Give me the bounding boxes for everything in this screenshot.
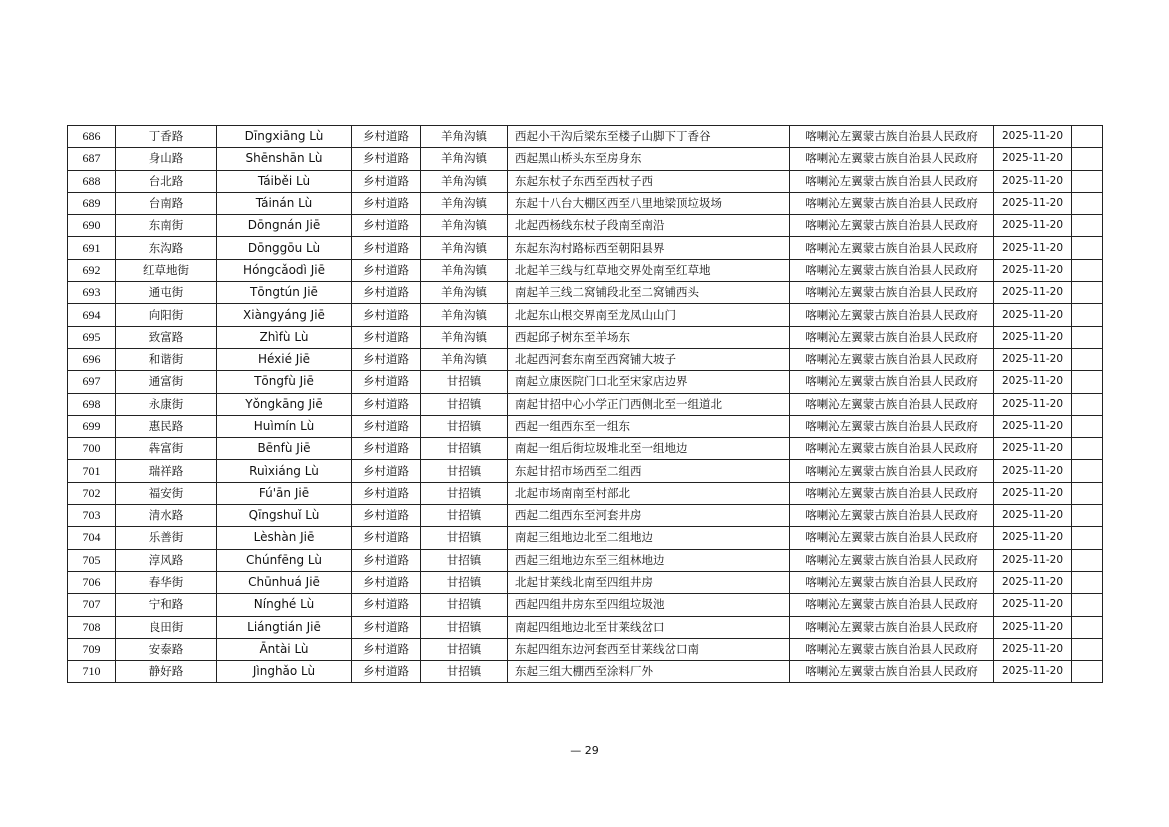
- approval-date: 2025-11-20: [994, 304, 1072, 326]
- road-extent: 西起三组地边东至三组林地边: [508, 549, 790, 571]
- table-row: [68, 571, 1103, 593]
- approving-authority: 喀喇沁左翼蒙古族自治县人民政府: [790, 638, 994, 660]
- row-number: 687: [68, 148, 116, 170]
- town-name: 羊角沟镇: [421, 170, 508, 192]
- road-type: 乡村道路: [352, 259, 421, 281]
- road-pinyin: Nínghé Lù: [217, 594, 352, 616]
- town-name: 羊角沟镇: [421, 282, 508, 304]
- town-name: 羊角沟镇: [421, 215, 508, 237]
- remarks-cell: [1072, 326, 1103, 348]
- remarks-cell: [1072, 505, 1103, 527]
- row-number: 710: [68, 661, 116, 683]
- row-number: 704: [68, 527, 116, 549]
- road-type: 乡村道路: [352, 460, 421, 482]
- approving-authority: 喀喇沁左翼蒙古族自治县人民政府: [790, 482, 994, 504]
- road-pinyin: Tōngtún Jiē: [217, 282, 352, 304]
- road-name: 犇富街: [116, 438, 217, 460]
- approval-date: 2025-11-20: [994, 237, 1072, 259]
- town-name: 甘招镇: [421, 460, 508, 482]
- approval-date: 2025-11-20: [994, 438, 1072, 460]
- town-name: 甘招镇: [421, 371, 508, 393]
- road-pinyin: Hóngcǎodì Jiē: [217, 259, 352, 281]
- approval-date: 2025-11-20: [994, 571, 1072, 593]
- table-row: [68, 616, 1103, 638]
- table-row: [68, 237, 1103, 259]
- table-row: [68, 505, 1103, 527]
- remarks-cell: [1072, 259, 1103, 281]
- road-pinyin: Yǒngkāng Jiē: [217, 393, 352, 415]
- row-number: 702: [68, 482, 116, 504]
- remarks-cell: [1072, 438, 1103, 460]
- road-extent: 西起四组井房东至四组垃圾池: [508, 594, 790, 616]
- road-pinyin: Táinán Lù: [217, 192, 352, 214]
- row-number: 705: [68, 549, 116, 571]
- road-extent: 南起四组地边北至甘莱线岔口: [508, 616, 790, 638]
- approving-authority: 喀喇沁左翼蒙古族自治县人民政府: [790, 326, 994, 348]
- road-extent: 北起市场南南至村部北: [508, 482, 790, 504]
- town-name: 甘招镇: [421, 482, 508, 504]
- remarks-cell: [1072, 282, 1103, 304]
- road-type: 乡村道路: [352, 192, 421, 214]
- approval-date: 2025-11-20: [994, 148, 1072, 170]
- remarks-cell: [1072, 148, 1103, 170]
- approval-date: 2025-11-20: [994, 460, 1072, 482]
- approval-date: 2025-11-20: [994, 661, 1072, 683]
- town-name: 羊角沟镇: [421, 126, 508, 148]
- remarks-cell: [1072, 661, 1103, 683]
- road-pinyin: Fú'ān Jiē: [217, 482, 352, 504]
- row-number: 688: [68, 170, 116, 192]
- table-row: [68, 126, 1103, 148]
- road-extent: 西起一组西东至一组东: [508, 415, 790, 437]
- road-pinyin: Shēnshān Lù: [217, 148, 352, 170]
- row-number: 689: [68, 192, 116, 214]
- road-pinyin: Dīngxiāng Lù: [217, 126, 352, 148]
- road-extent: 西起二组西东至河套井房: [508, 505, 790, 527]
- town-name: 甘招镇: [421, 594, 508, 616]
- approving-authority: 喀喇沁左翼蒙古族自治县人民政府: [790, 460, 994, 482]
- approval-date: 2025-11-20: [994, 259, 1072, 281]
- road-pinyin: Liángtián Jiē: [217, 616, 352, 638]
- road-name: 宁和路: [116, 594, 217, 616]
- town-name: 甘招镇: [421, 505, 508, 527]
- row-number: 703: [68, 505, 116, 527]
- remarks-cell: [1072, 304, 1103, 326]
- road-extent: 东起四组东边河套西至甘莱线岔口南: [508, 638, 790, 660]
- approving-authority: 喀喇沁左翼蒙古族自治县人民政府: [790, 126, 994, 148]
- road-extent: 东起甘招市场西至二组西: [508, 460, 790, 482]
- road-pinyin: Jìnghǎo Lù: [217, 661, 352, 683]
- table-row: [68, 661, 1103, 683]
- town-name: 羊角沟镇: [421, 192, 508, 214]
- road-extent: 西起小干沟后梁东至楼子山脚下丁香谷: [508, 126, 790, 148]
- table-row: [68, 527, 1103, 549]
- road-pinyin: Tōngfù Jiē: [217, 371, 352, 393]
- town-name: 羊角沟镇: [421, 326, 508, 348]
- road-extent: 东起三组大棚西至涂料厂外: [508, 661, 790, 683]
- approving-authority: 喀喇沁左翼蒙古族自治县人民政府: [790, 215, 994, 237]
- road-name: 致富路: [116, 326, 217, 348]
- approving-authority: 喀喇沁左翼蒙古族自治县人民政府: [790, 594, 994, 616]
- approving-authority: 喀喇沁左翼蒙古族自治县人民政府: [790, 393, 994, 415]
- row-number: 701: [68, 460, 116, 482]
- road-extent: 南起三组地边北至二组地边: [508, 527, 790, 549]
- road-type: 乡村道路: [352, 304, 421, 326]
- road-type: 乡村道路: [352, 616, 421, 638]
- table-row: [68, 148, 1103, 170]
- row-number: 700: [68, 438, 116, 460]
- town-name: 甘招镇: [421, 549, 508, 571]
- table-row: [68, 259, 1103, 281]
- road-pinyin: Xiàngyáng Jiē: [217, 304, 352, 326]
- road-name: 通富街: [116, 371, 217, 393]
- remarks-cell: [1072, 527, 1103, 549]
- road-type: 乡村道路: [352, 638, 421, 660]
- approval-date: 2025-11-20: [994, 594, 1072, 616]
- road-extent: 西起邱子树东至羊场东: [508, 326, 790, 348]
- row-number: 693: [68, 282, 116, 304]
- row-number: 691: [68, 237, 116, 259]
- table-row: [68, 348, 1103, 370]
- road-pinyin: Huìmín Lù: [217, 415, 352, 437]
- road-extent: 北起东山根交界南至龙凤山山门: [508, 304, 790, 326]
- road-type: 乡村道路: [352, 326, 421, 348]
- remarks-cell: [1072, 549, 1103, 571]
- approval-date: 2025-11-20: [994, 616, 1072, 638]
- road-pinyin: Āntài Lù: [217, 638, 352, 660]
- row-number: 692: [68, 259, 116, 281]
- road-type: 乡村道路: [352, 505, 421, 527]
- table-row: [68, 170, 1103, 192]
- remarks-cell: [1072, 616, 1103, 638]
- road-name: 瑞祥路: [116, 460, 217, 482]
- road-name: 清水路: [116, 505, 217, 527]
- approval-date: 2025-11-20: [994, 170, 1072, 192]
- approving-authority: 喀喇沁左翼蒙古族自治县人民政府: [790, 616, 994, 638]
- road-name: 向阳街: [116, 304, 217, 326]
- approval-date: 2025-11-20: [994, 192, 1072, 214]
- table-row: [68, 638, 1103, 660]
- road-name: 良田街: [116, 616, 217, 638]
- approving-authority: 喀喇沁左翼蒙古族自治县人民政府: [790, 438, 994, 460]
- road-extent: 北起西杨线东杖子段南至南沿: [508, 215, 790, 237]
- table-row: [68, 192, 1103, 214]
- town-name: 羊角沟镇: [421, 304, 508, 326]
- road-name: 台南路: [116, 192, 217, 214]
- row-number: 695: [68, 326, 116, 348]
- road-name: 惠民路: [116, 415, 217, 437]
- road-name: 身山路: [116, 148, 217, 170]
- road-name: 永康街: [116, 393, 217, 415]
- road-pinyin: Chúnfēng Lù: [217, 549, 352, 571]
- road-pinyin: Ruìxiáng Lù: [217, 460, 352, 482]
- row-number: 690: [68, 215, 116, 237]
- approving-authority: 喀喇沁左翼蒙古族自治县人民政府: [790, 415, 994, 437]
- road-pinyin: Dōngnán Jiē: [217, 215, 352, 237]
- row-number: 706: [68, 571, 116, 593]
- approving-authority: 喀喇沁左翼蒙古族自治县人民政府: [790, 549, 994, 571]
- road-extent: 东起东杖子东西至西杖子西: [508, 170, 790, 192]
- table-row: [68, 415, 1103, 437]
- approval-date: 2025-11-20: [994, 326, 1072, 348]
- remarks-cell: [1072, 170, 1103, 192]
- road-name: 红草地街: [116, 259, 217, 281]
- row-number: 708: [68, 616, 116, 638]
- road-extent: 东起东沟村路标西至朝阳县界: [508, 237, 790, 259]
- road-type: 乡村道路: [352, 549, 421, 571]
- remarks-cell: [1072, 237, 1103, 259]
- remarks-cell: [1072, 415, 1103, 437]
- road-pinyin: Bēnfù Jiē: [217, 438, 352, 460]
- approving-authority: 喀喇沁左翼蒙古族自治县人民政府: [790, 661, 994, 683]
- road-type: 乡村道路: [352, 215, 421, 237]
- approval-date: 2025-11-20: [994, 393, 1072, 415]
- road-extent: 南起立康医院门口北至宋家店边界: [508, 371, 790, 393]
- road-pinyin: Chūnhuá Jiē: [217, 571, 352, 593]
- row-number: 698: [68, 393, 116, 415]
- road-type: 乡村道路: [352, 415, 421, 437]
- approving-authority: 喀喇沁左翼蒙古族自治县人民政府: [790, 304, 994, 326]
- road-extent: 北起西河套东南至西窝铺大坡子: [508, 348, 790, 370]
- road-type: 乡村道路: [352, 237, 421, 259]
- town-name: 甘招镇: [421, 638, 508, 660]
- road-type: 乡村道路: [352, 348, 421, 370]
- remarks-cell: [1072, 571, 1103, 593]
- road-type: 乡村道路: [352, 126, 421, 148]
- approving-authority: 喀喇沁左翼蒙古族自治县人民政府: [790, 282, 994, 304]
- road-name: 福安街: [116, 482, 217, 504]
- approving-authority: 喀喇沁左翼蒙古族自治县人民政府: [790, 505, 994, 527]
- road-name: 安泰路: [116, 638, 217, 660]
- approval-date: 2025-11-20: [994, 527, 1072, 549]
- town-name: 羊角沟镇: [421, 348, 508, 370]
- table-row: [68, 549, 1103, 571]
- approving-authority: 喀喇沁左翼蒙古族自治县人民政府: [790, 148, 994, 170]
- remarks-cell: [1072, 348, 1103, 370]
- town-name: 羊角沟镇: [421, 148, 508, 170]
- table-row: [68, 326, 1103, 348]
- road-name: 和谐街: [116, 348, 217, 370]
- road-type: 乡村道路: [352, 594, 421, 616]
- remarks-cell: [1072, 215, 1103, 237]
- remarks-cell: [1072, 638, 1103, 660]
- road-name: 东南街: [116, 215, 217, 237]
- road-pinyin: Dōnggōu Lù: [217, 237, 352, 259]
- road-extent: 西起黑山桥头东至房身东: [508, 148, 790, 170]
- road-extent: 南起一组后街垃圾堆北至一组地边: [508, 438, 790, 460]
- table-row: [68, 482, 1103, 504]
- approving-authority: 喀喇沁左翼蒙古族自治县人民政府: [790, 192, 994, 214]
- row-number: 697: [68, 371, 116, 393]
- table-row: [68, 304, 1103, 326]
- road-name: 丁香路: [116, 126, 217, 148]
- remarks-cell: [1072, 371, 1103, 393]
- approving-authority: 喀喇沁左翼蒙古族自治县人民政府: [790, 527, 994, 549]
- road-name: 乐善街: [116, 527, 217, 549]
- road-pinyin: Qīngshuǐ Lù: [217, 505, 352, 527]
- road-extent: 北起甘莱线北南至四组井房: [508, 571, 790, 593]
- row-number: 694: [68, 304, 116, 326]
- table-row: [68, 215, 1103, 237]
- approval-date: 2025-11-20: [994, 505, 1072, 527]
- table-row: [68, 460, 1103, 482]
- town-name: 甘招镇: [421, 616, 508, 638]
- road-extent: 南起甘招中心小学正门西侧北至一组道北: [508, 393, 790, 415]
- remarks-cell: [1072, 460, 1103, 482]
- town-name: 甘招镇: [421, 571, 508, 593]
- town-name: 甘招镇: [421, 661, 508, 683]
- row-number: 709: [68, 638, 116, 660]
- road-name-table: [67, 125, 1103, 683]
- row-number: 686: [68, 126, 116, 148]
- approval-date: 2025-11-20: [994, 126, 1072, 148]
- table-row: [68, 282, 1103, 304]
- road-name: 春华街: [116, 571, 217, 593]
- row-number: 696: [68, 348, 116, 370]
- approving-authority: 喀喇沁左翼蒙古族自治县人民政府: [790, 237, 994, 259]
- remarks-cell: [1072, 393, 1103, 415]
- table-body: [68, 126, 1103, 683]
- road-type: 乡村道路: [352, 170, 421, 192]
- row-number: 699: [68, 415, 116, 437]
- road-extent: 北起羊三线与红草地交界处南至红草地: [508, 259, 790, 281]
- approval-date: 2025-11-20: [994, 282, 1072, 304]
- road-pinyin: Lèshàn Jiē: [217, 527, 352, 549]
- road-pinyin: Héxié Jiē: [217, 348, 352, 370]
- table-row: [68, 393, 1103, 415]
- road-extent: 东起十八台大棚区西至八里地梁顶垃圾场: [508, 192, 790, 214]
- road-type: 乡村道路: [352, 527, 421, 549]
- approval-date: 2025-11-20: [994, 482, 1072, 504]
- road-pinyin: Táiběi Lù: [217, 170, 352, 192]
- town-name: 羊角沟镇: [421, 237, 508, 259]
- road-type: 乡村道路: [352, 282, 421, 304]
- town-name: 甘招镇: [421, 527, 508, 549]
- road-pinyin: Zhìfù Lù: [217, 326, 352, 348]
- approving-authority: 喀喇沁左翼蒙古族自治县人民政府: [790, 571, 994, 593]
- table-row: [68, 594, 1103, 616]
- approval-date: 2025-11-20: [994, 348, 1072, 370]
- road-extent: 南起羊三线二窝铺段北至二窝铺西头: [508, 282, 790, 304]
- approving-authority: 喀喇沁左翼蒙古族自治县人民政府: [790, 348, 994, 370]
- road-type: 乡村道路: [352, 571, 421, 593]
- approval-date: 2025-11-20: [994, 371, 1072, 393]
- road-type: 乡村道路: [352, 438, 421, 460]
- remarks-cell: [1072, 126, 1103, 148]
- approval-date: 2025-11-20: [994, 638, 1072, 660]
- road-type: 乡村道路: [352, 371, 421, 393]
- approving-authority: 喀喇沁左翼蒙古族自治县人民政府: [790, 371, 994, 393]
- road-name: 通屯街: [116, 282, 217, 304]
- town-name: 甘招镇: [421, 393, 508, 415]
- town-name: 甘招镇: [421, 438, 508, 460]
- town-name: 羊角沟镇: [421, 259, 508, 281]
- row-number: 707: [68, 594, 116, 616]
- approval-date: 2025-11-20: [994, 215, 1072, 237]
- table-row: [68, 438, 1103, 460]
- page-number: — 29: [570, 744, 599, 757]
- road-name: 台北路: [116, 170, 217, 192]
- approving-authority: 喀喇沁左翼蒙古族自治县人民政府: [790, 259, 994, 281]
- remarks-cell: [1072, 482, 1103, 504]
- road-type: 乡村道路: [352, 148, 421, 170]
- road-type: 乡村道路: [352, 393, 421, 415]
- remarks-cell: [1072, 192, 1103, 214]
- road-name: 淳风路: [116, 549, 217, 571]
- remarks-cell: [1072, 594, 1103, 616]
- approval-date: 2025-11-20: [994, 549, 1072, 571]
- road-name: 静好路: [116, 661, 217, 683]
- table-row: [68, 371, 1103, 393]
- approving-authority: 喀喇沁左翼蒙古族自治县人民政府: [790, 170, 994, 192]
- approval-date: 2025-11-20: [994, 415, 1072, 437]
- road-type: 乡村道路: [352, 661, 421, 683]
- town-name: 甘招镇: [421, 415, 508, 437]
- road-type: 乡村道路: [352, 482, 421, 504]
- road-name: 东沟路: [116, 237, 217, 259]
